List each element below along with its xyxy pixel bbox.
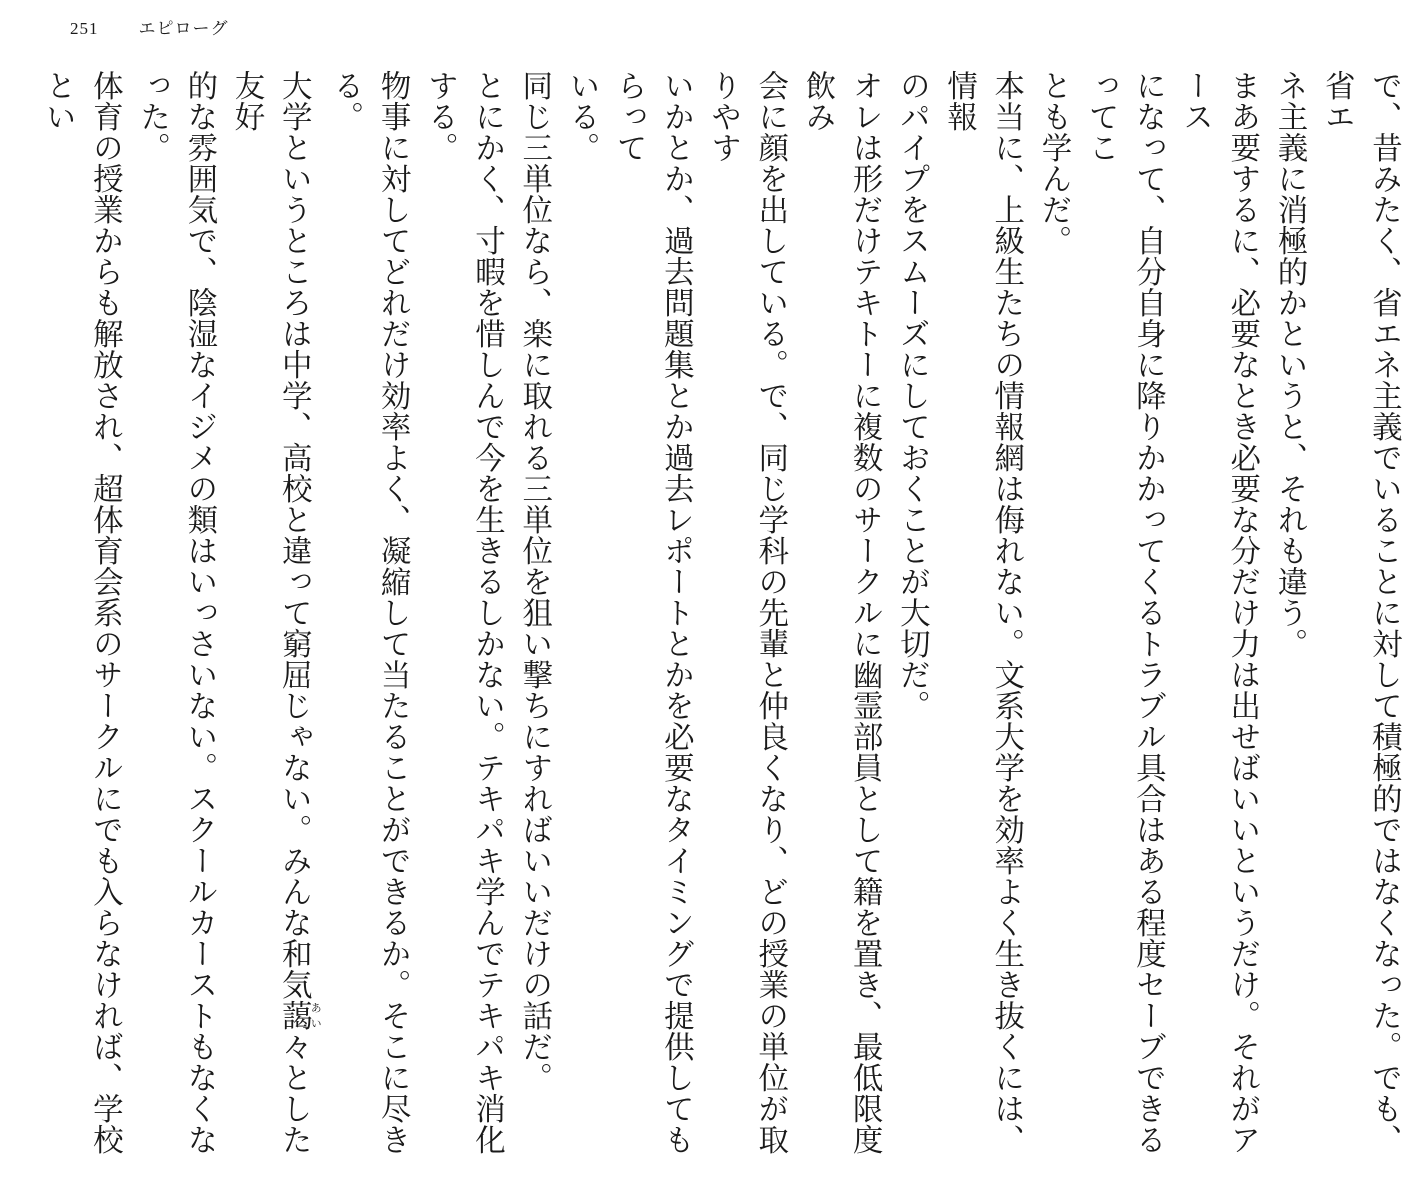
- text-line: 会に顔を出している。で、同じ学科の先輩と仲良くなり、どの授業の単位が取りやす: [705, 70, 788, 1155]
- text-line: とにかく、寸暇を惜しんで今を生きるしかない。テキパキ学んでテキパキ消化する。: [422, 70, 505, 1155]
- text-line: いる。: [563, 70, 599, 163]
- ruby-annotation: 藹あい: [276, 1000, 323, 1031]
- ruby-reading: あい: [309, 1000, 323, 1031]
- text-line: 本当に、上級生たちの情報網は侮れない。文系大学を効率よく生き抜くには、情報: [941, 70, 1024, 1155]
- text-line ruby-line: 大学というところは中学、高校と違って窮屈じゃない。みんな和気藹あい々とした友好: [229, 70, 323, 1155]
- text-line: 物事に対してどれだけ効率よく、凝縮して当たることができるか。そこに尽きる。: [327, 70, 411, 1155]
- text-line: まあ要するに、必要なとき必要な分だけ力は出せばいいというだけ。それがアース: [1177, 70, 1260, 1155]
- text-line: 体育の授業からも解放され、超体育会系のサークルにでも入らなければ、学校とい: [40, 70, 123, 1155]
- text-line: とも学んだ。: [1035, 70, 1071, 256]
- text-line: で、昔みたく、省エネ主義でいることに対して積極的ではなくなった。でも、省エ: [1319, 70, 1402, 1155]
- text-line: オレは形だけテキトーに複数のサークルに幽霊部員として籍を置き、最低限度飲み: [799, 70, 883, 1155]
- vertical-text-block: [34, 70, 1407, 1180]
- chapter-title: エピローグ: [138, 19, 229, 39]
- text-line: になって、自分自身に降りかかってくるトラブル具合はある程度セーブできるってこ: [1083, 70, 1166, 1155]
- page-body: [34, 70, 1402, 1180]
- running-head: [70, 14, 229, 39]
- text-line: 同じ三単位なら、楽に取れる三単位を狙い撃ちにすればいいだけの話だ。: [516, 70, 552, 1093]
- text-line: いかとか、過去問題集とか過去レポートとかを必要なタイミングで提供してもらって: [611, 70, 694, 1155]
- text-line: のパイプをスムーズにしておくことが大切だ。: [894, 70, 930, 721]
- text-line: 的な雰囲気で、陰湿なイジメの類はいっさいない。スクールカーストもなくなった。: [134, 70, 217, 1155]
- text-line: ネ主義に消極的かというと、それも違う。: [1271, 70, 1307, 659]
- page-number: 251: [70, 19, 99, 38]
